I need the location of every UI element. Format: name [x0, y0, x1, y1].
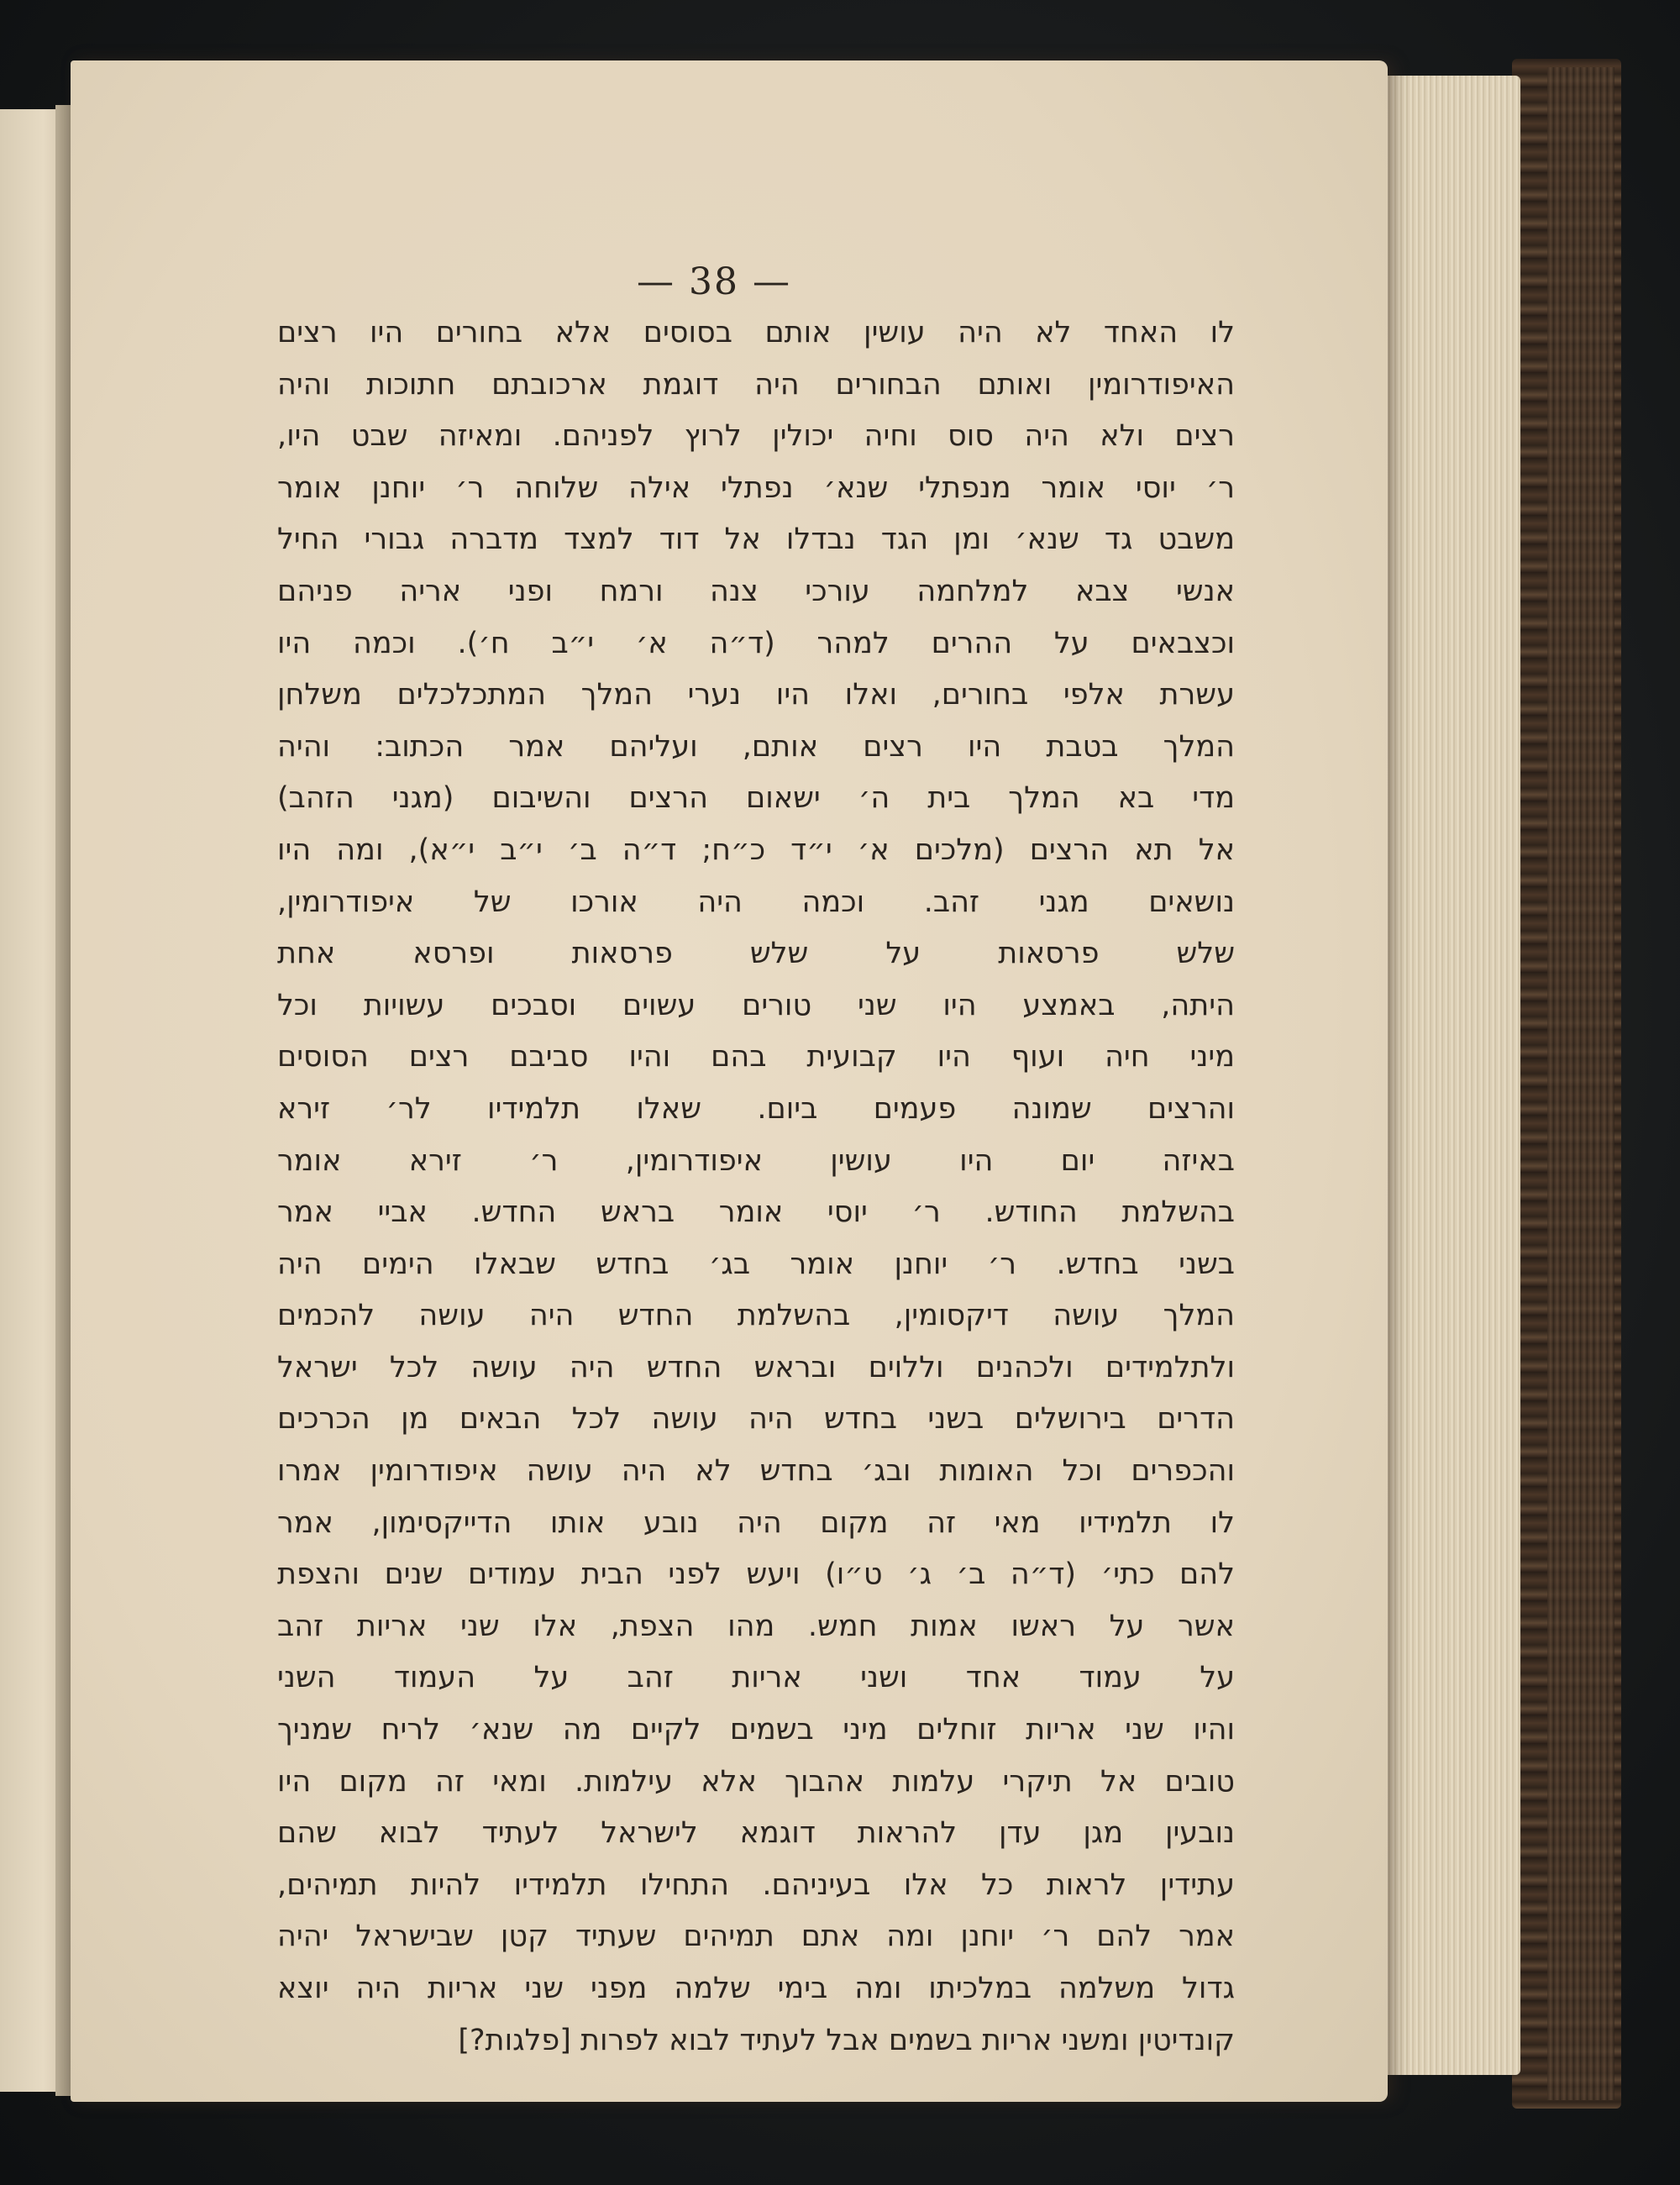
page-number: — 38 —	[637, 260, 791, 303]
text-line: אשר על ראשו אמות חמש. מהו הצפת, אלו שני אריות זהב	[277, 1609, 1235, 1643]
book-cover-texture	[1547, 67, 1614, 2100]
text-line: הדרים בירושלים בשני בחדש היה עושה לכל הבאים מן הכרכים	[277, 1402, 1235, 1437]
text-line: והרצים שמונה פעמים ביום. שאלו תלמידיו לר׳ זירא	[277, 1091, 1235, 1126]
text-line: שלש פרסאות על שלש פרסאות ופרסא אחת	[277, 937, 1235, 971]
body-text	[277, 307, 1235, 2067]
text-line: אל תא הרצים (מלכים א׳ י״ד כ״ח; ד״ה ב׳ י״ב י״א), ומה היו	[277, 833, 1235, 867]
text-line: עשרת אלפי בחורים, ואלו היו נערי המלך המתכלכלים משלחן	[277, 678, 1235, 712]
text-line: ולתלמידים ולכהנים וללוים ובראש החדש היה עושה לכל ישראל	[277, 1350, 1235, 1384]
text-line: רצים ולא היה סוס וחיה יכולין לרוץ לפניהם. ומאיזה שבט היו,	[277, 419, 1235, 454]
text-line: נושאים מגני זהב. וכמה היה אורכו של איפודרומין,	[277, 885, 1235, 919]
text-line: להם כתי׳ (ד״ה ב׳ ג׳ ט״ו) ויעש לפני הבית עמודים שנים והצפת	[277, 1557, 1235, 1592]
text-line: נובעין מגן עדן להראות דוגמא לישראל לעתיד לבוא שהם	[277, 1816, 1235, 1851]
text-line: והכפרים וכל האומות ובג׳ בחדש לא היה עושה איפודרומין אמרו	[277, 1454, 1235, 1489]
text-line: בשני בחדש. ר׳ יוחנן אומר בג׳ בחדש שבאלו הימים היה	[277, 1247, 1235, 1281]
text-line: המלך בטבת היו רצים אותם, ועליהם אמר הכתוב: והיה	[277, 729, 1235, 764]
text-line: מדי בא המלך בית ה׳ ישאום הרצים והשיבום (מגני הזהב)	[277, 781, 1235, 816]
text-line: מיני חיה ועוף היו קבועית בהם והיו סביבם רצים הסוסים	[277, 1040, 1235, 1074]
text-line: והיו שני אריות זוחלים מיני בשמים לקיים מה שנא׳ לריח שמניך	[277, 1713, 1235, 1747]
text-line: על עמוד אחד ושני אריות זהב על העמוד השני	[277, 1661, 1235, 1695]
text-line: המלך עושה דיקסומין, בהשלמת החדש היה עושה להכמים	[277, 1299, 1235, 1333]
text-line: קונדיטין ומשני אריות בשמים אבל לעתיד לבוא לפרות [פלגות?]	[458, 2023, 1235, 2057]
text-line: משבט גד שנא׳ ומן הגד נבדלו אל דוד למצד מדברה גבורי החיל	[277, 523, 1235, 557]
text-line: באיזה יום היו עושין איפודרומין, ר׳ זירא אומר	[277, 1143, 1235, 1178]
book-page	[71, 60, 1388, 2102]
text-line: האיפודרומין ואותם הבחורים היה דוגמת ארכובתם חתוכות והיה	[277, 367, 1235, 402]
text-line: לו האחד לא היה עושין אותם בסוסים אלא בחורים היו רצים	[277, 316, 1235, 349]
text-line: היתה, באמצע היו שני טורים עשוים וסבכים עשויות וכל	[277, 988, 1235, 1022]
text-line: טובים אל תיקרי עלמות אהבוך אלא עילמות. ומאי זה מקום היו	[277, 1764, 1235, 1799]
text-line: אנשי צבא למלחמה עורכי צנה ורמח ופני אריה פניהם	[277, 574, 1235, 608]
text-line: גדול משלמה במלכיתו ומה בימי שלמה מפני שני אריות היה יוצא	[277, 1972, 1235, 2005]
text-line: וכצבאים על ההרים למהר (ד״ה א׳ י״ב ח׳). וכמה היו	[277, 626, 1235, 660]
text-line: ר׳ יוסי אומר מנפתלי שנא׳ נפתלי אילה שלוחה ר׳ יוחנן אומר	[277, 470, 1235, 505]
text-line: עתידין לראות כל אלו בעיניהם. התחילו תלמידיו להיות תמיהים,	[277, 1867, 1235, 1902]
text-line: לו תלמידיו מאי זה מקום היה נובע אותו הדייקסימון, אמר	[277, 1505, 1235, 1540]
text-line: אמר להם ר׳ יוחנן ומה אתם תמיהים שעתיד קטן שבישראל יהיה	[277, 1920, 1235, 1954]
text-line: בהשלמת החודש. ר׳ יוסי אומר בראש החדש. אביי אמר	[277, 1195, 1235, 1230]
